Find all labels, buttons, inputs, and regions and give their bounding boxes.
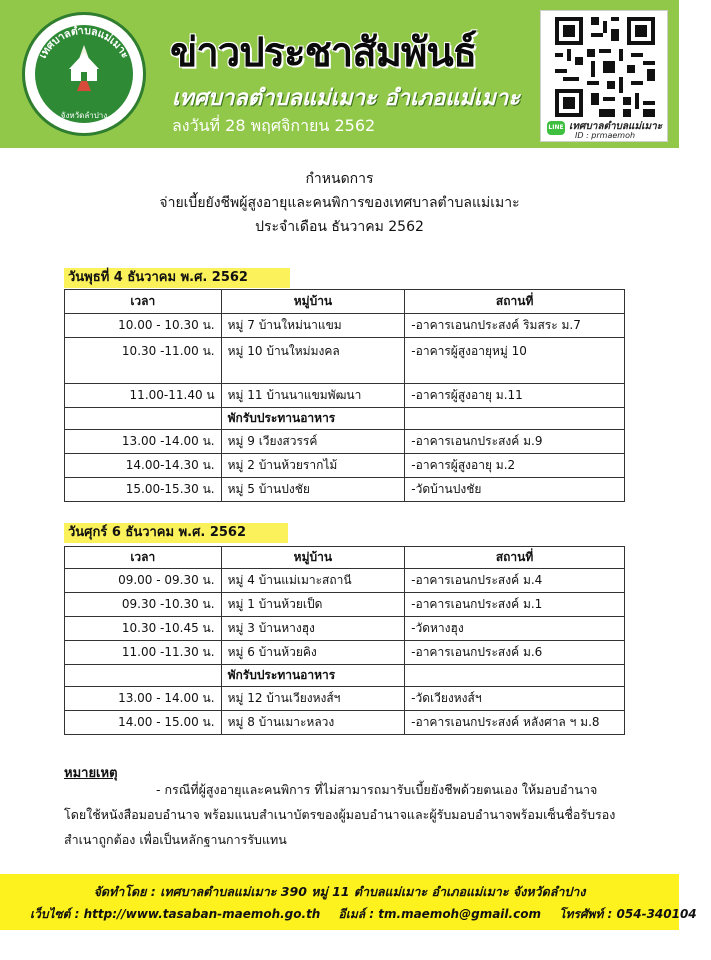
cell-village: หมู่ 7 บ้านใหม่นาแขม: [221, 314, 405, 338]
municipality-seal-logo: [22, 12, 146, 136]
cell-lunch-break: พักรับประทานอาหาร: [221, 665, 405, 687]
cell-time: 11.00-11.40 น: [65, 384, 222, 408]
header-banner: [0, 0, 679, 148]
table-row: [65, 593, 625, 617]
table-row: [65, 687, 625, 711]
table-row: [65, 711, 625, 735]
line-app-icon: LINE: [547, 121, 565, 135]
table-row: [65, 569, 625, 593]
cell-time: 13.00 - 14.00 น.: [65, 687, 222, 711]
cell-village: หมู่ 10 บ้านใหม่มงคล: [221, 338, 405, 384]
page-title: ข่าวประชาสัมพันธ์: [170, 30, 477, 76]
cell-time: 14.00 - 15.00 น.: [65, 711, 222, 735]
cell-place: -วัดหางฮุง: [405, 617, 625, 641]
cell-place: [405, 408, 625, 430]
col-header-village: หมู่บ้าน: [221, 290, 405, 314]
announcement-date: ลงวันที่ 28 พฤศจิกายน 2562: [172, 116, 376, 135]
doc-title-line-1: กำหนดการ: [305, 171, 374, 187]
cell-place: -อาคารเอนกประสงค์ ม.9: [405, 430, 625, 454]
line-account-id: ID : prmaemoh: [575, 131, 636, 140]
footer-address: จัดทำโดย : เทศบาลตำบลแม่เมาะ 390 หมู่ 11 ตำบลแม่เมาะ อำเภอแม่เมาะ จังหวัดลำปาง: [93, 884, 586, 899]
cell-place: -อาคารเอนกประสงค์ ม.4: [405, 569, 625, 593]
col-header-village: หมู่บ้าน: [221, 547, 405, 569]
cell-village: หมู่ 1 บ้านห้วยเป็ด: [221, 593, 405, 617]
cell-place: -อาคารเอนกประสงค์ หลังศาล ฯ ม.8: [405, 711, 625, 735]
cell-place: -อาคารเอนกประสงค์ ม.6: [405, 641, 625, 665]
table-row: [65, 478, 625, 502]
cell-place: -วัดเวียงหงส์ฯ: [405, 687, 625, 711]
schedule2-table: [64, 546, 625, 735]
table-row: [65, 454, 625, 478]
cell-village: หมู่ 3 บ้านหางฮุง: [221, 617, 405, 641]
cell-time: 09.00 - 09.30 น.: [65, 569, 222, 593]
schedule2-day-label: วันศุกร์ 6 ธันวาคม พ.ศ. 2562: [64, 523, 288, 543]
cell-place: -อาคารผู้สูงอายุ ม.11: [405, 384, 625, 408]
footer-website-link[interactable]: เว็บไซต์ : http://www.tasaban-maemoh.go.th: [30, 907, 321, 921]
seal-province-text: จังหวัดลำปาง: [60, 111, 108, 120]
cell-place: -อาคารผู้สูงอายุหมู่ 10: [405, 338, 625, 384]
doc-title-line-3: ประจำเดือน ธันวาคม 2562: [255, 219, 424, 235]
cell-village: หมู่ 5 บ้านปงชัย: [221, 478, 405, 502]
cell-place: -อาคารผู้สูงอายุ ม.2: [405, 454, 625, 478]
cell-place: -วัดบ้านปงชัย: [405, 478, 625, 502]
table-row: [65, 617, 625, 641]
cell-village: หมู่ 6 บ้านห้วยคิง: [221, 641, 405, 665]
footer-email-link[interactable]: อีเมล์ : tm.maemoh@gmail.com: [338, 907, 541, 921]
table-row: [65, 314, 625, 338]
qr-code-icon: [555, 17, 655, 117]
lunch-break-row: [65, 665, 625, 687]
line-account-name: เทศบาลตำบลแม่เมาะ: [569, 121, 663, 132]
table-row: [65, 384, 625, 408]
svg-text:เทศบาลตำบลแม่เมาะ: เทศบาลตำบลแม่เมาะ: [36, 24, 132, 61]
cell-time: 10.30 -10.45 น.: [65, 617, 222, 641]
line-qr-panel: [540, 10, 668, 142]
schedule1-table: [64, 289, 625, 502]
col-header-time: เวลา: [65, 547, 222, 569]
cell-time: [65, 665, 222, 687]
remark-heading: หมายเหตุ: [64, 766, 118, 781]
table-row: [65, 430, 625, 454]
cell-village: หมู่ 11 บ้านนาแขมพัฒนา: [221, 384, 405, 408]
cell-village: หมู่ 8 บ้านเมาะหลวง: [221, 711, 405, 735]
footer-contacts: [30, 905, 711, 924]
cell-time: 10.00 - 10.30 น.: [65, 314, 222, 338]
remark-line-2: โดยใช้หนังสือมอบอำนาจ พร้อมแนบสำเนาบัตรของผู้มอบอำนาจและผู้รับมอบอำนาจพร้อมเซ็นชื่อรับรอง: [64, 807, 616, 822]
lunch-break-row: [65, 408, 625, 430]
cell-place: -อาคารเอนกประสงค์ ริมสระ ม.7: [405, 314, 625, 338]
doc-title-line-2: จ่ายเบี้ยยังชีพผู้สูงอายุและคนพิการของเทศบาลตำบลแม่เมาะ: [159, 195, 520, 211]
table-header-row: [65, 290, 625, 314]
cell-village: หมู่ 12 บ้านเวียงหงส์ฯ: [221, 687, 405, 711]
cell-time: [65, 408, 222, 430]
cell-village: หมู่ 2 บ้านห้วยรากไม้: [221, 454, 405, 478]
col-header-place: สถานที่: [405, 547, 625, 569]
table-header-row: [65, 547, 625, 569]
col-header-time: เวลา: [65, 290, 222, 314]
footer-phone: โทรศัพท์ : 054-340104: [559, 907, 697, 921]
footer-banner: [0, 874, 697, 930]
table-row: [65, 338, 625, 384]
cell-time: 15.00-15.30 น.: [65, 478, 222, 502]
cell-time: 10.30 -11.00 น.: [65, 338, 222, 384]
temple-icon: [59, 45, 109, 91]
cell-time: 14.00-14.30 น.: [65, 454, 222, 478]
schedule1-day-label: วันพุธที่ 4 ธันวาคม พ.ศ. 2562: [64, 268, 290, 288]
cell-time: 13.00 -14.00 น.: [65, 430, 222, 454]
remark-line-3: สำเนาถูกต้อง เพื่อเป็นหลักฐานการรับแทน: [64, 832, 287, 847]
cell-village: หมู่ 9 เวียงสวรรค์: [221, 430, 405, 454]
cell-place: [405, 665, 625, 687]
cell-village: หมู่ 4 บ้านแม่เมาะสถานี: [221, 569, 405, 593]
cell-time: 09.30 -10.30 น.: [65, 593, 222, 617]
cell-lunch-break: พักรับประทานอาหาร: [221, 408, 405, 430]
cell-time: 11.00 -11.30 น.: [65, 641, 222, 665]
col-header-place: สถานที่: [405, 290, 625, 314]
remark-line-1: - กรณีที่ผู้สูงอายุและคนพิการ ที่ไม่สามารถมารับเบี้ยยังชีพด้วยตนเอง ให้มอบอำนาจ: [156, 782, 598, 797]
table-row: [65, 641, 625, 665]
cell-place: -อาคารเอนกประสงค์ ม.1: [405, 593, 625, 617]
header-subtitle: เทศบาลตำบลแม่เมาะ อำเภอแม่เมาะ: [172, 86, 521, 111]
